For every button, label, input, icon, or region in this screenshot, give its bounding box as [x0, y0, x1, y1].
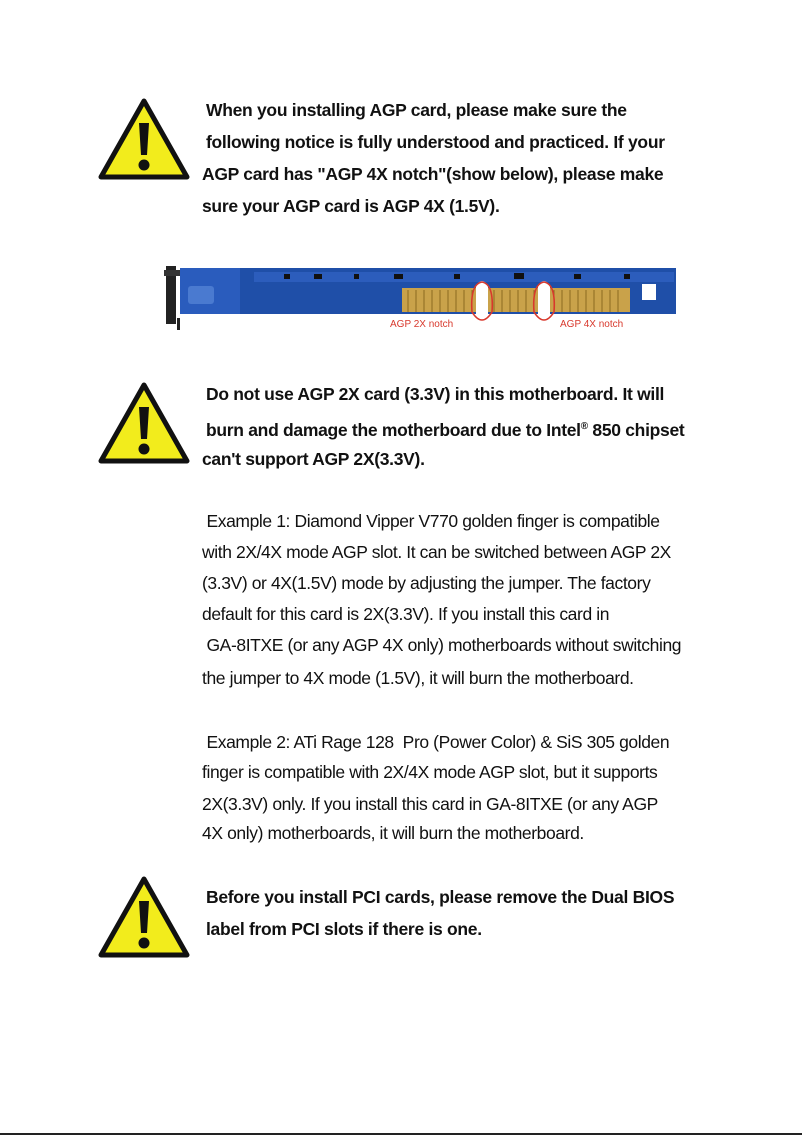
notice-text: 850 chipset: [587, 419, 685, 440]
notice-line: following notice is fully understood and practiced. If your: [206, 132, 665, 152]
agp-4x-notch-label: AGP 4X notch: [560, 319, 624, 330]
example-line: with 2X/4X mode AGP slot. It can be switched between AGP 2X: [202, 542, 671, 562]
notice-line: Before you install PCI cards, please remove the Dual BIOS: [206, 887, 675, 907]
example-line: 2X(3.3V) only. If you install this card in GA-8ITXE (or any AGP: [202, 794, 658, 814]
gold-fingers-right: [546, 288, 630, 312]
registered-mark: ®: [580, 421, 588, 432]
warning-icon: [98, 876, 190, 958]
example-line: finger is compatible with 2X/4X mode AGP slot, but it supports: [202, 762, 658, 782]
example-line: 4X only) motherboards, it will burn the motherboard.: [202, 823, 584, 843]
footer-rule: [0, 1133, 802, 1135]
notice-line: AGP card has "AGP 4X notch"(show below), please make: [202, 164, 664, 184]
notice-line: When you installing AGP card, please make sure the: [206, 100, 627, 120]
example-line: GA-8ITXE (or any AGP 4X only) motherboards without switching: [202, 635, 682, 655]
example-line: default for this card is 2X(3.3V). If you install this card in: [202, 604, 610, 624]
notice-line: Do not use AGP 2X card (3.3V) in this motherboard. It will: [206, 384, 665, 404]
notice-line: can't support AGP 2X(3.3V).: [202, 449, 425, 469]
example-line: Example 1: Diamond Vipper V770 golden finger is compatible: [202, 511, 660, 531]
agp-card-illustration: [164, 266, 678, 330]
notice-text: burn and damage the motherboard due to Intel: [206, 419, 581, 440]
notice-line: sure your AGP card is AGP 4X (1.5V).: [202, 196, 500, 216]
example-line: the jumper to 4X mode (1.5V), it will burn the motherboard.: [202, 668, 634, 688]
warning-icon: [98, 382, 190, 464]
agp-2x-notch-label: AGP 2X notch: [390, 319, 454, 330]
notice-line: [206, 417, 684, 440]
notice-line: label from PCI slots if there is one.: [206, 919, 482, 939]
warning-icon: [98, 98, 190, 180]
example-line: (3.3V) or 4X(1.5V) mode by adjusting the jumper. The factory: [202, 573, 651, 593]
example-line: Example 2: ATi Rage 128 Pro (Power Color) & SiS 305 golden: [202, 732, 670, 752]
